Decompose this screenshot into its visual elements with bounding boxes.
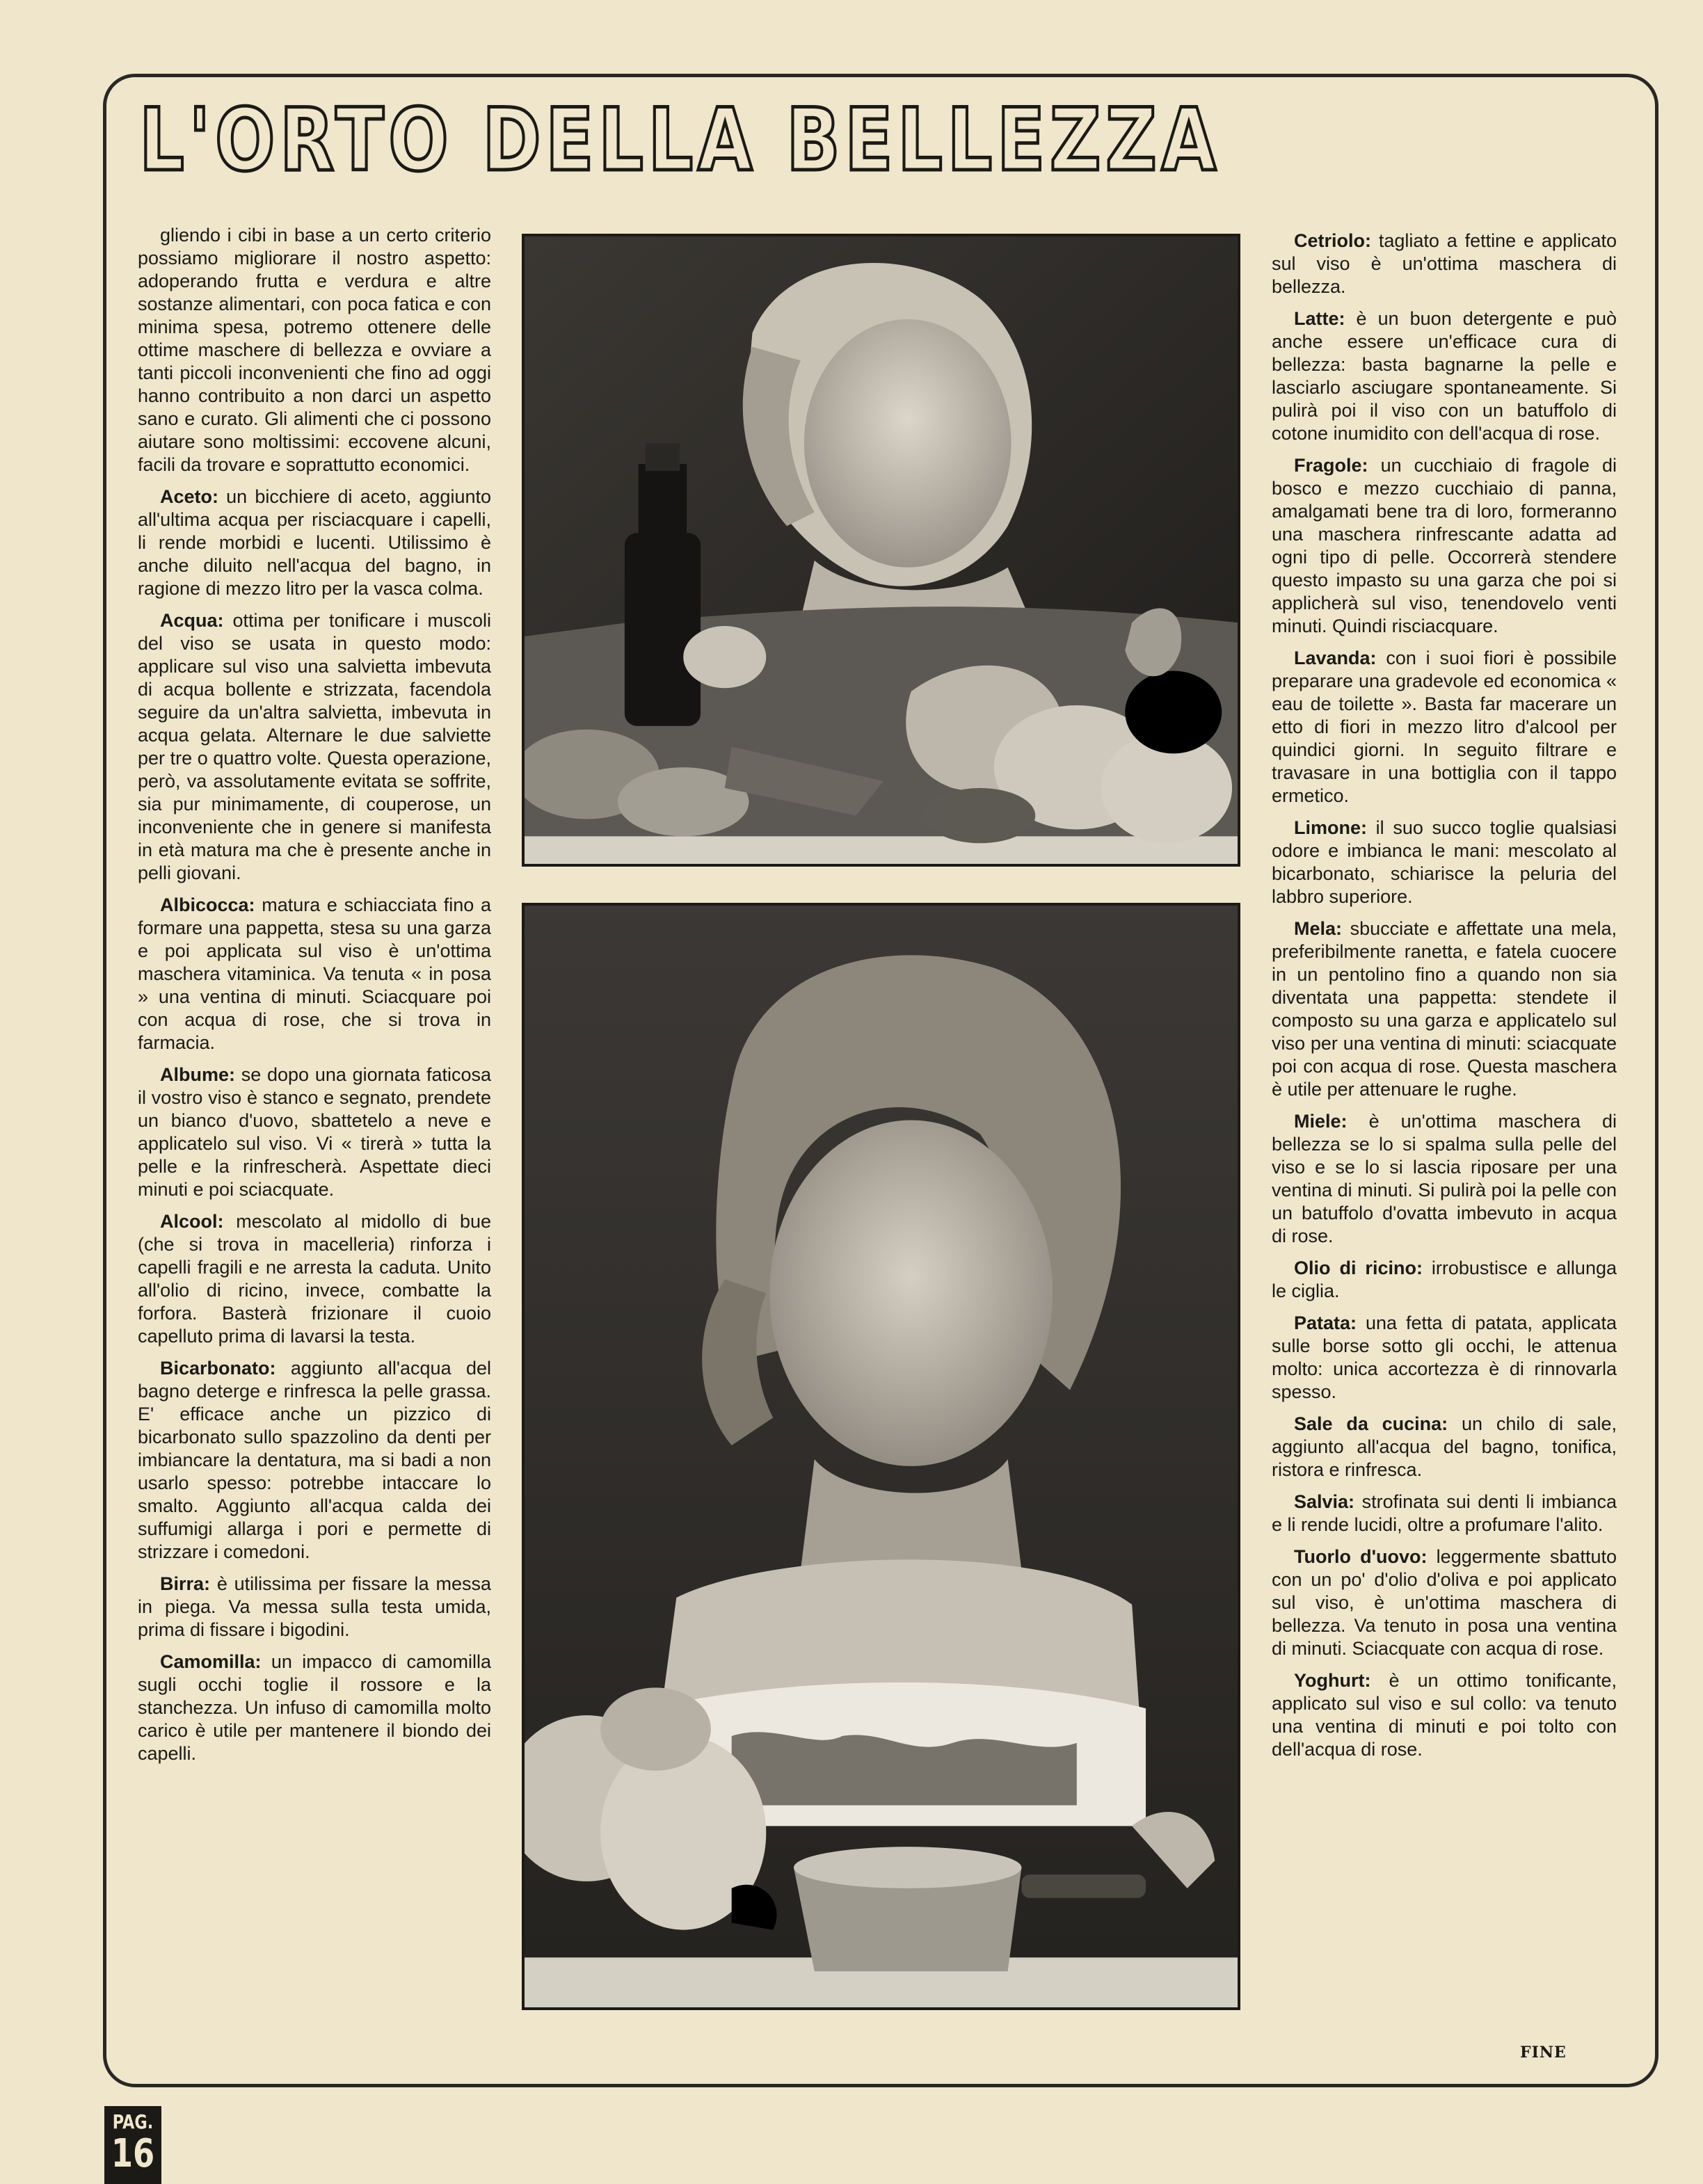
entry-lavanda: Lavanda: con i suoi fiori è possibile preparare una gradevole ed economica « eau de toilette ». Basta far macerare un etto di fiori in mezzo litro d'alcool per quindici giorni. In seguito filtrare e travasare in una bottiglia con il tappo ermetico. [1272, 648, 1617, 806]
entry-patata: Patata: una fetta di patata, applicata sulle borse sotto gli occhi, le attenua molto: unica accortezza è di rinnovarla spesso. [1272, 1312, 1617, 1402]
entry-albicocca: Albicocca: matura e schiacciata fino a formare una pappetta, stesa su una garza e poi applicata sul viso è un'ottima maschera vitaminica. Va tenuta « in posa » una ventina di minuti. Sciacquare poi con acqua di rose, che si trova in farmacia. [138, 894, 491, 1053]
right-column [1272, 230, 1617, 1770]
entry-salvia: Salvia: strofinata sui denti li imbianca e li rende lucidi, oltre a profumare l'alito. [1272, 1491, 1617, 1535]
intro-paragraph: gliendo i cibi in base a un certo criterio possiamo migliorare il nostro aspetto: adoperando frutta e verdura e altre sostanze alimentari, con poca fatica e con minima spesa, potremo ottenere delle ottime maschere di bellezza e ovviare a tanti piccoli inconvenienti che fino ad oggi hanno contribuito a non darci un aspetto sano e curato. Gli alimenti che ci possono aiutare sono moltissimi: eccovene alcuni, facili da trovare e soprattutto economici. [138, 225, 491, 475]
entry-acqua: Acqua: ottima per tonificare i muscoli del viso se usata in questo modo: applicare sul viso una salvietta imbevuta di acqua bollente e strizzata, facendola seguire da un'altra salvietta, imbevuta in acqua gelata. Alternare le due salviette per tre o quattro volte. Questa operazione, però, va assolutamente evitata se soffrite, sia pur minimamente, di couperose, un inconveniente che in genere si manifesta in età matura ma che è presente anche in pelli giovani. [138, 610, 491, 883]
entry-bicarbonato: Bicarbonato: aggiunto all'acqua del bagno deterge e rinfresca la pelle grassa. E' efficace anche un pizzico di bicarbonato sullo spazzolino da denti per imbiancare la dentatura, ma si badi a non usarlo spesso: potrebbe intaccare lo smalto. Aggiunto all'acqua calda dei suffumigi allarga i pori e permette di strizzare i comedoni. [138, 1358, 491, 1562]
photo-illustration [525, 236, 1238, 864]
entry-camomilla: Camomilla: un impacco di camomilla sugli occhi toglie il rossore e la stanchezza. Un infuso di camomilla molto carico è utile per mantenere il biondo dei capelli. [138, 1651, 491, 1764]
entry-miele: Miele: è un'ottima maschera di bellezza se lo si spalma sulla pelle del viso e se lo si lascia riposare per una ventina di minuti. Si pulirà poi la pelle con un batuffolo d'ovatta imbevuto in acqua di rose. [1272, 1111, 1617, 1246]
entry-sale-da-cucina: Sale da cucina: un chilo di sale, aggiunto all'acqua del bagno, tonifica, ristora e rinfresca. [1272, 1413, 1617, 1480]
photo-illustration-2 [525, 906, 1238, 2007]
photo-woman-with-bottle [522, 234, 1240, 867]
photo-woman-with-saucepan [522, 903, 1240, 2010]
entry-cetriolo: Cetriolo: tagliato a fettine e applicato sul viso è un'ottima maschera di bellezza. [1272, 230, 1617, 297]
entry-fragole: Fragole: un cucchiaio di fragole di bosco e mezzo cucchiaio di panna, amalgamati bene tra di loro, formeranno una maschera rinfrescante adatta ad ogni tipo di pelle. Occorrerà stendere questo impasto su una garza che poi si applicherà sul viso, tenendovelo venti minuti. Quindi risciacquare. [1272, 455, 1617, 636]
page-label: PAG. [112, 2110, 154, 2133]
entry-albume: Albume: se dopo una giornata faticosa il vostro viso è stanco e segnato, prendete un bianco d'uovo, sbattetelo a neve e applicatelo sul viso. Vi « tirerà » tutta la pelle e la rinfrescherà. Aspettate dieci minuti e poi sciacquate. [138, 1064, 491, 1200]
entry-aceto: Aceto: un bicchiere di aceto, aggiunto all'ultima acqua per risciacquare i capelli, li rende morbidi e lucenti. Utilissimo è anche diluito nell'acqua del bagno, in ragione di mezzo litro per la vasca colma. [138, 486, 491, 599]
article-title: L'ORTO DELLA BELLEZZA [139, 90, 1221, 191]
entry-limone: Limone: il suo succo toglie qualsiasi odore e imbianca le mani: mescolato al bicarbonato, schiarisce la peluria del labbro superiore. [1272, 817, 1617, 907]
end-mark: FINE [1520, 2044, 1567, 2062]
entry-mela: Mela: sbucciate e affettate una mela, preferibilmente ranetta, e fatela cuocere in un pentolino fino a quando non sia diventata una pappetta: stendete il composto su una garza e applicatelo sul viso per una ventina di minuti: sciacquate poi con acqua di rose. Questa maschera è utile per attenuare le rughe. [1272, 918, 1617, 1100]
entry-yoghurt: Yoghurt: è un ottimo tonificante, applicato sul viso e sul collo: va tenuto una ventina di minuti e poi tolto con dell'acqua di rose. [1272, 1670, 1617, 1760]
page-number: 16 [111, 2131, 155, 2176]
entry-olio-di-ricino: Olio di ricino: irrobustisce e allunga le ciglia. [1272, 1258, 1617, 1301]
page-number-tag [104, 2106, 161, 2184]
entry-tuorlo-d-uovo: Tuorlo d'uovo: leggermente sbattuto con un po' d'olio d'oliva e poi applicato sul viso, è un'ottima maschera di bellezza. Va tenuto in posa una ventina di minuti. Sciacquate con acqua di rose. [1272, 1546, 1617, 1659]
entry-alcool: Alcool: mescolato al midollo di bue (che si trova in macelleria) rinforza i capelli fragili e ne arresta la caduta. Unito all'olio di ricino, invece, combatte la forfora. Basterà frizionare il cuoio capelluto prima di lavarsi la testa. [138, 1211, 491, 1347]
entry-latte: Latte: è un buon detergente e può anche essere un'efficace cura di bellezza: basta bagnarne la pelle e lasciarlo asciugare spontaneamente. Si pulirà poi il viso con un batuffolo di cotone inumidito con dell'acqua di rose. [1272, 308, 1617, 444]
left-column [138, 224, 491, 1774]
entry-birra: Birra: è utilissima per fissare la messa in piega. Va messa sulla testa umida, prima di fissare i bigodini. [138, 1573, 491, 1640]
